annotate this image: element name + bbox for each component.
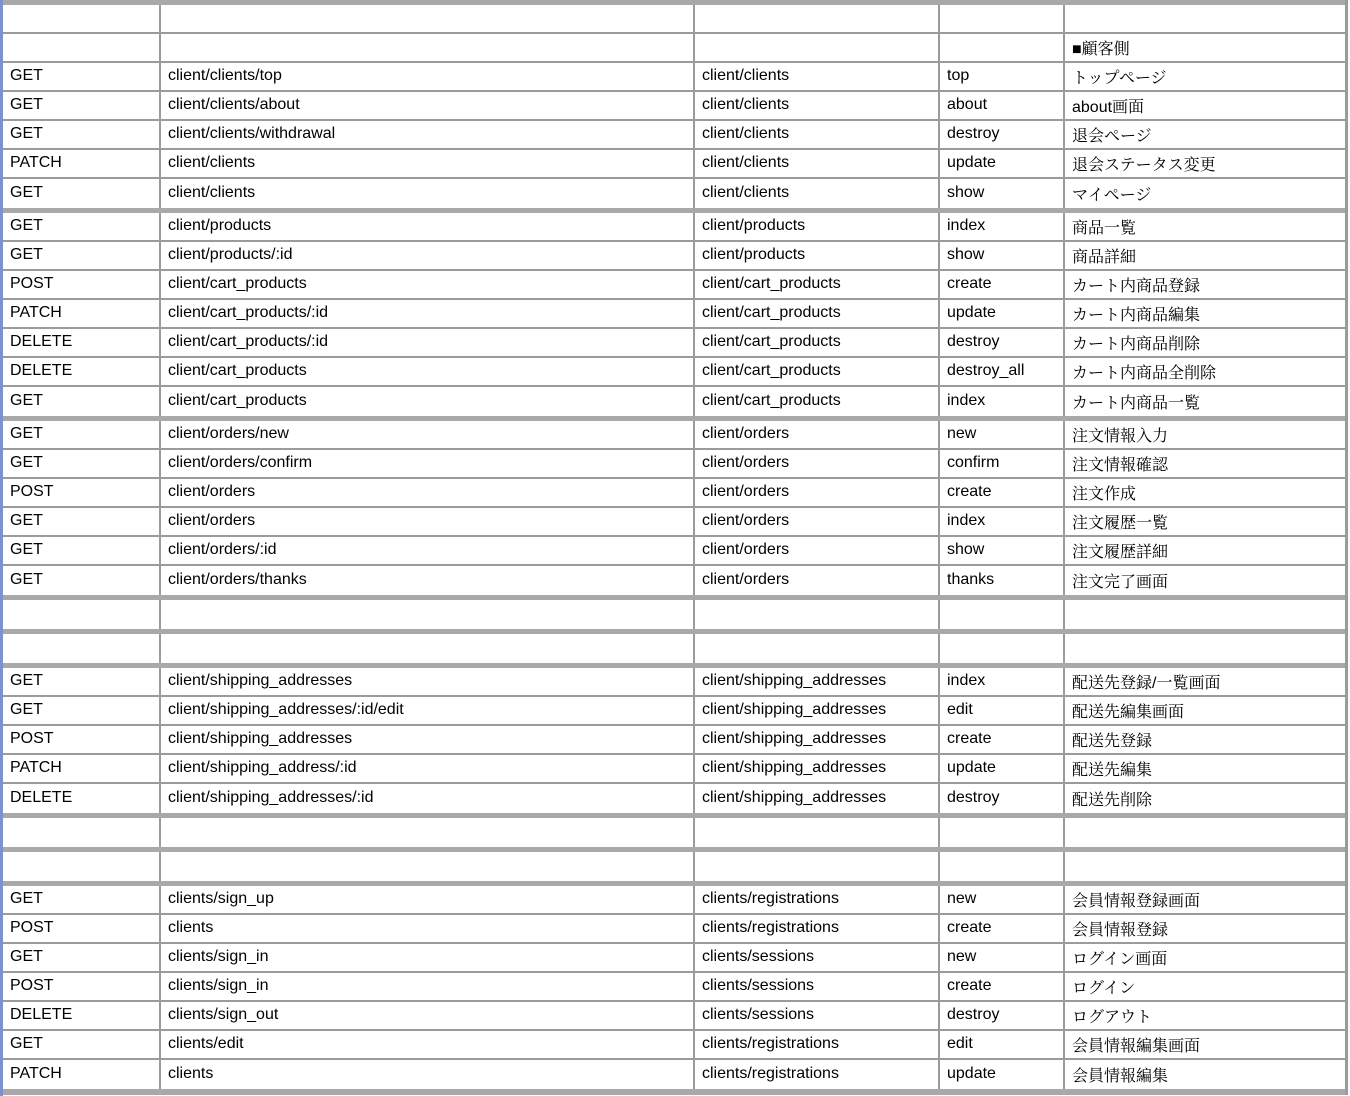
table-row [3, 421, 1345, 450]
cell-action[interactable]: edit [940, 1031, 1065, 1058]
table-row [3, 300, 1345, 329]
cell-path[interactable]: client/shipping_addresses [161, 668, 695, 695]
table-row [3, 886, 1345, 915]
cell-path[interactable]: client/orders/:id [161, 537, 695, 564]
cell-path[interactable]: client/cart_products [161, 358, 695, 385]
cell-description[interactable]: 配送先登録/一覧画面 [1072, 674, 1221, 692]
cell-method[interactable]: GET [3, 92, 161, 119]
cell-path[interactable] [161, 634, 695, 663]
cell-action[interactable]: thanks [940, 566, 1065, 595]
table-row [3, 818, 1345, 847]
cell-path[interactable]: clients/sign_out [161, 1002, 695, 1029]
table-row [3, 1031, 1345, 1060]
cell-controller[interactable]: client/clients [695, 121, 940, 148]
cell-action[interactable]: update [940, 150, 1065, 177]
table-row [3, 784, 1345, 813]
cell-method[interactable]: POST [3, 479, 161, 506]
table-row [3, 973, 1345, 1002]
cell-method[interactable]: GET [3, 697, 161, 724]
cell-action[interactable]: index [940, 508, 1065, 535]
cell-action[interactable] [940, 34, 1065, 61]
cell-action[interactable]: confirm [940, 450, 1065, 477]
cell-controller[interactable]: client/cart_products [695, 387, 940, 416]
cell-controller[interactable] [695, 852, 940, 881]
table-body [3, 5, 1345, 1089]
cell-action[interactable]: top [940, 63, 1065, 90]
cell-description[interactable]: 退会ステータス変更 [1072, 156, 1216, 174]
table-row [3, 944, 1345, 973]
cell-controller[interactable]: client/shipping_addresses [695, 668, 940, 695]
table-row [3, 213, 1345, 242]
table-row [3, 668, 1345, 697]
cell-description[interactable]: about画面 [1072, 98, 1145, 116]
cell-method[interactable]: POST [3, 973, 161, 1000]
cell-method[interactable] [3, 852, 161, 881]
cell-method[interactable]: DELETE [3, 1002, 161, 1029]
cell-description[interactable]: マイページ [1072, 186, 1152, 204]
cell-action[interactable] [940, 634, 1065, 663]
cell-action[interactable] [940, 818, 1065, 847]
cell-controller[interactable]: client/clients [695, 150, 940, 177]
table-row [3, 634, 1345, 663]
cell-controller[interactable]: client/shipping_addresses [695, 697, 940, 724]
cell-controller[interactable]: client/orders [695, 450, 940, 477]
cell-action[interactable]: create [940, 479, 1065, 506]
cell-method[interactable] [3, 5, 161, 32]
cell-controller[interactable]: client/shipping_addresses [695, 755, 940, 782]
table-row [3, 450, 1345, 479]
cell-action[interactable] [940, 852, 1065, 881]
cell-path[interactable]: client/orders [161, 508, 695, 535]
table-row [3, 387, 1345, 416]
cell-controller[interactable]: client/clients [695, 179, 940, 208]
cell-path[interactable] [161, 5, 695, 32]
cell-method[interactable]: GET [3, 886, 161, 913]
cell-description[interactable]: 退会ページ [1072, 127, 1152, 145]
cell-action[interactable]: new [940, 886, 1065, 913]
cell-controller[interactable]: client/cart_products [695, 358, 940, 385]
cell-method[interactable] [3, 34, 161, 61]
cell-action[interactable]: index [940, 387, 1065, 416]
cell-description[interactable]: カート内商品編集 [1072, 306, 1201, 324]
table-row [3, 329, 1345, 358]
cell-action[interactable]: destroy_all [940, 358, 1065, 385]
cell-controller[interactable] [695, 818, 940, 847]
cell-description[interactable]: 配送先削除 [1072, 791, 1153, 809]
cell-path[interactable]: clients/sign_up [161, 886, 695, 913]
table-row [3, 852, 1345, 881]
cell-description[interactable]: 注文履歴詳細 [1072, 543, 1169, 561]
cell-controller[interactable]: clients/registrations [695, 886, 940, 913]
cell-action[interactable] [940, 600, 1065, 629]
cell-controller[interactable]: clients/sessions [695, 973, 940, 1000]
cell-path[interactable] [161, 852, 695, 881]
cell-controller[interactable]: client/orders [695, 566, 940, 595]
cell-method[interactable]: GET [3, 668, 161, 695]
cell-description[interactable] [1065, 852, 1345, 881]
cell-action[interactable]: destroy [940, 784, 1065, 813]
cell-method[interactable]: GET [3, 213, 161, 240]
table-row [3, 5, 1345, 34]
cell-description[interactable] [1065, 818, 1345, 847]
cell-action[interactable]: create [940, 973, 1065, 1000]
cell-controller[interactable]: clients/registrations [695, 915, 940, 942]
cell-action[interactable]: create [940, 271, 1065, 298]
cell-controller[interactable]: client/clients [695, 63, 940, 90]
cell-path[interactable]: client/cart_products/:id [161, 329, 695, 356]
cell-description[interactable]: 会員情報編集画面 [1072, 1037, 1201, 1055]
cell-method[interactable] [3, 600, 161, 629]
cell-method[interactable]: GET [3, 179, 161, 208]
cell-method[interactable] [3, 818, 161, 847]
cell-method[interactable]: GET [3, 508, 161, 535]
cell-description[interactable]: カート内商品登録 [1072, 277, 1201, 295]
cell-path[interactable]: client/clients/top [161, 63, 695, 90]
cell-method[interactable]: PATCH [3, 150, 161, 177]
cell-path[interactable]: client/clients/about [161, 92, 695, 119]
cell-path[interactable]: client/cart_products/:id [161, 300, 695, 327]
cell-controller[interactable]: client/cart_products [695, 329, 940, 356]
cell-controller[interactable]: client/clients [695, 92, 940, 119]
cell-description[interactable]: カート内商品全削除 [1072, 364, 1217, 382]
cell-description[interactable]: ■顧客側 [1072, 40, 1130, 58]
table-row [3, 1060, 1345, 1089]
cell-path[interactable]: client/clients [161, 150, 695, 177]
cell-controller[interactable]: client/orders [695, 479, 940, 506]
cell-method[interactable]: GET [3, 944, 161, 971]
cell-action[interactable]: show [940, 242, 1065, 269]
table-row [3, 755, 1345, 784]
cell-action[interactable]: edit [940, 697, 1065, 724]
cell-controller[interactable]: client/orders [695, 421, 940, 448]
table-row [3, 697, 1345, 726]
cell-description[interactable]: カート内商品一覧 [1072, 394, 1201, 412]
cell-controller[interactable] [695, 34, 940, 61]
cell-method[interactable]: DELETE [3, 784, 161, 813]
cell-path[interactable]: client/orders/new [161, 421, 695, 448]
cell-path[interactable]: clients [161, 915, 695, 942]
cell-controller[interactable]: client/cart_products [695, 271, 940, 298]
cell-path[interactable]: client/products/:id [161, 242, 695, 269]
cell-action[interactable] [940, 5, 1065, 32]
table-row [3, 600, 1345, 629]
table-row [3, 1002, 1345, 1031]
cell-description[interactable]: 注文履歴一覧 [1072, 514, 1169, 532]
table-row [3, 63, 1345, 92]
cell-method[interactable]: PATCH [3, 300, 161, 327]
cell-controller[interactable]: client/products [695, 213, 940, 240]
cell-controller[interactable]: clients/sessions [695, 944, 940, 971]
cell-path[interactable]: clients [161, 1060, 695, 1089]
table-row [3, 566, 1345, 595]
cell-description[interactable]: ログアウト [1072, 1008, 1153, 1026]
cell-description[interactable]: 注文作成 [1072, 485, 1137, 503]
table-row [3, 508, 1345, 537]
cell-action[interactable]: update [940, 300, 1065, 327]
cell-controller[interactable]: client/shipping_addresses [695, 784, 940, 813]
cell-method[interactable]: GET [3, 537, 161, 564]
cell-controller[interactable]: client/orders [695, 537, 940, 564]
cell-action[interactable]: new [940, 944, 1065, 971]
cell-description[interactable]: ログイン [1072, 979, 1136, 997]
cell-path[interactable]: client/shipping_address/:id [161, 755, 695, 782]
routes-table [3, 0, 1348, 1095]
cell-description[interactable]: トップページ [1072, 69, 1167, 87]
cell-description[interactable]: 注文完了画面 [1072, 573, 1169, 591]
cell-controller[interactable]: client/shipping_addresses [695, 726, 940, 753]
cell-path[interactable]: client/shipping_addresses/:id [161, 784, 695, 813]
cell-action[interactable]: index [940, 668, 1065, 695]
cell-description[interactable]: ログイン画面 [1072, 950, 1168, 968]
cell-path[interactable]: clients/sign_in [161, 944, 695, 971]
cell-path[interactable]: client/shipping_addresses/:id/edit [161, 697, 695, 724]
cell-description[interactable]: 商品一覧 [1072, 219, 1137, 237]
cell-path[interactable] [161, 818, 695, 847]
cell-method[interactable]: DELETE [3, 358, 161, 385]
cell-controller[interactable]: clients/registrations [695, 1031, 940, 1058]
cell-description[interactable]: 注文情報入力 [1072, 427, 1169, 445]
table-row [3, 537, 1345, 566]
cell-path[interactable]: client/orders [161, 479, 695, 506]
cell-method[interactable]: GET [3, 387, 161, 416]
cell-controller[interactable] [695, 600, 940, 629]
cell-description[interactable] [1065, 600, 1345, 629]
cell-method[interactable]: GET [3, 566, 161, 595]
cell-action[interactable]: create [940, 915, 1065, 942]
left-selection-strip [0, 0, 3, 1096]
table-row [3, 915, 1345, 944]
cell-path[interactable]: client/cart_products [161, 387, 695, 416]
cell-action[interactable]: new [940, 421, 1065, 448]
cell-description[interactable]: 配送先編集画面 [1072, 703, 1185, 721]
cell-controller[interactable]: client/cart_products [695, 300, 940, 327]
cell-action[interactable]: show [940, 537, 1065, 564]
cell-action[interactable]: show [940, 179, 1065, 208]
cell-action[interactable]: index [940, 213, 1065, 240]
cell-controller[interactable] [695, 5, 940, 32]
table-row [3, 726, 1345, 755]
cell-method[interactable]: DELETE [3, 329, 161, 356]
cell-action[interactable]: create [940, 726, 1065, 753]
table-row [3, 242, 1345, 271]
cell-method[interactable]: GET [3, 450, 161, 477]
cell-path[interactable]: clients/sign_in [161, 973, 695, 1000]
cell-method[interactable]: PATCH [3, 755, 161, 782]
table-row [3, 34, 1345, 63]
cell-description[interactable]: 配送先登録 [1072, 732, 1153, 750]
cell-method[interactable]: GET [3, 63, 161, 90]
cell-description[interactable] [1065, 5, 1345, 32]
cell-path[interactable]: clients/edit [161, 1031, 695, 1058]
cell-action[interactable]: destroy [940, 121, 1065, 148]
cell-method[interactable]: GET [3, 421, 161, 448]
cell-method[interactable]: POST [3, 726, 161, 753]
section-divider [3, 1089, 1345, 1095]
table-row [3, 150, 1345, 179]
cell-path[interactable]: client/clients/withdrawal [161, 121, 695, 148]
cell-controller[interactable]: clients/registrations [695, 1060, 940, 1089]
cell-description[interactable]: 配送先編集 [1072, 761, 1153, 779]
table-row [3, 358, 1345, 387]
cell-description[interactable]: 会員情報登録 [1072, 921, 1169, 939]
cell-description[interactable]: 会員情報編集 [1072, 1067, 1169, 1085]
cell-path[interactable] [161, 34, 695, 61]
cell-action[interactable]: update [940, 1060, 1065, 1089]
cell-controller[interactable]: client/orders [695, 508, 940, 535]
table-row [3, 479, 1345, 508]
cell-path[interactable] [161, 600, 695, 629]
table-row [3, 179, 1345, 208]
cell-method[interactable]: POST [3, 271, 161, 298]
table-row [3, 271, 1345, 300]
cell-path[interactable]: client/products [161, 213, 695, 240]
cell-method[interactable]: GET [3, 121, 161, 148]
cell-method[interactable]: PATCH [3, 1060, 161, 1089]
cell-path[interactable]: client/cart_products [161, 271, 695, 298]
cell-controller[interactable]: client/products [695, 242, 940, 269]
cell-description[interactable]: 商品詳細 [1072, 248, 1137, 266]
cell-description[interactable]: 注文情報確認 [1072, 456, 1169, 474]
cell-action[interactable]: destroy [940, 1002, 1065, 1029]
cell-action[interactable]: destroy [940, 329, 1065, 356]
cell-action[interactable]: update [940, 755, 1065, 782]
cell-path[interactable]: client/orders/thanks [161, 566, 695, 595]
cell-method[interactable]: GET [3, 242, 161, 269]
cell-controller[interactable]: clients/sessions [695, 1002, 940, 1029]
cell-method[interactable] [3, 634, 161, 663]
table-row [3, 121, 1345, 150]
cell-action[interactable]: about [940, 92, 1065, 119]
cell-path[interactable]: client/shipping_addresses [161, 726, 695, 753]
cell-path[interactable]: client/clients [161, 179, 695, 208]
cell-path[interactable]: client/orders/confirm [161, 450, 695, 477]
cell-description[interactable]: 会員情報登録画面 [1072, 892, 1201, 910]
cell-method[interactable]: GET [3, 1031, 161, 1058]
cell-description[interactable]: カート内商品削除 [1072, 335, 1201, 353]
table-row [3, 92, 1345, 121]
cell-method[interactable]: POST [3, 915, 161, 942]
cell-controller[interactable] [695, 634, 940, 663]
cell-description[interactable] [1065, 634, 1345, 663]
